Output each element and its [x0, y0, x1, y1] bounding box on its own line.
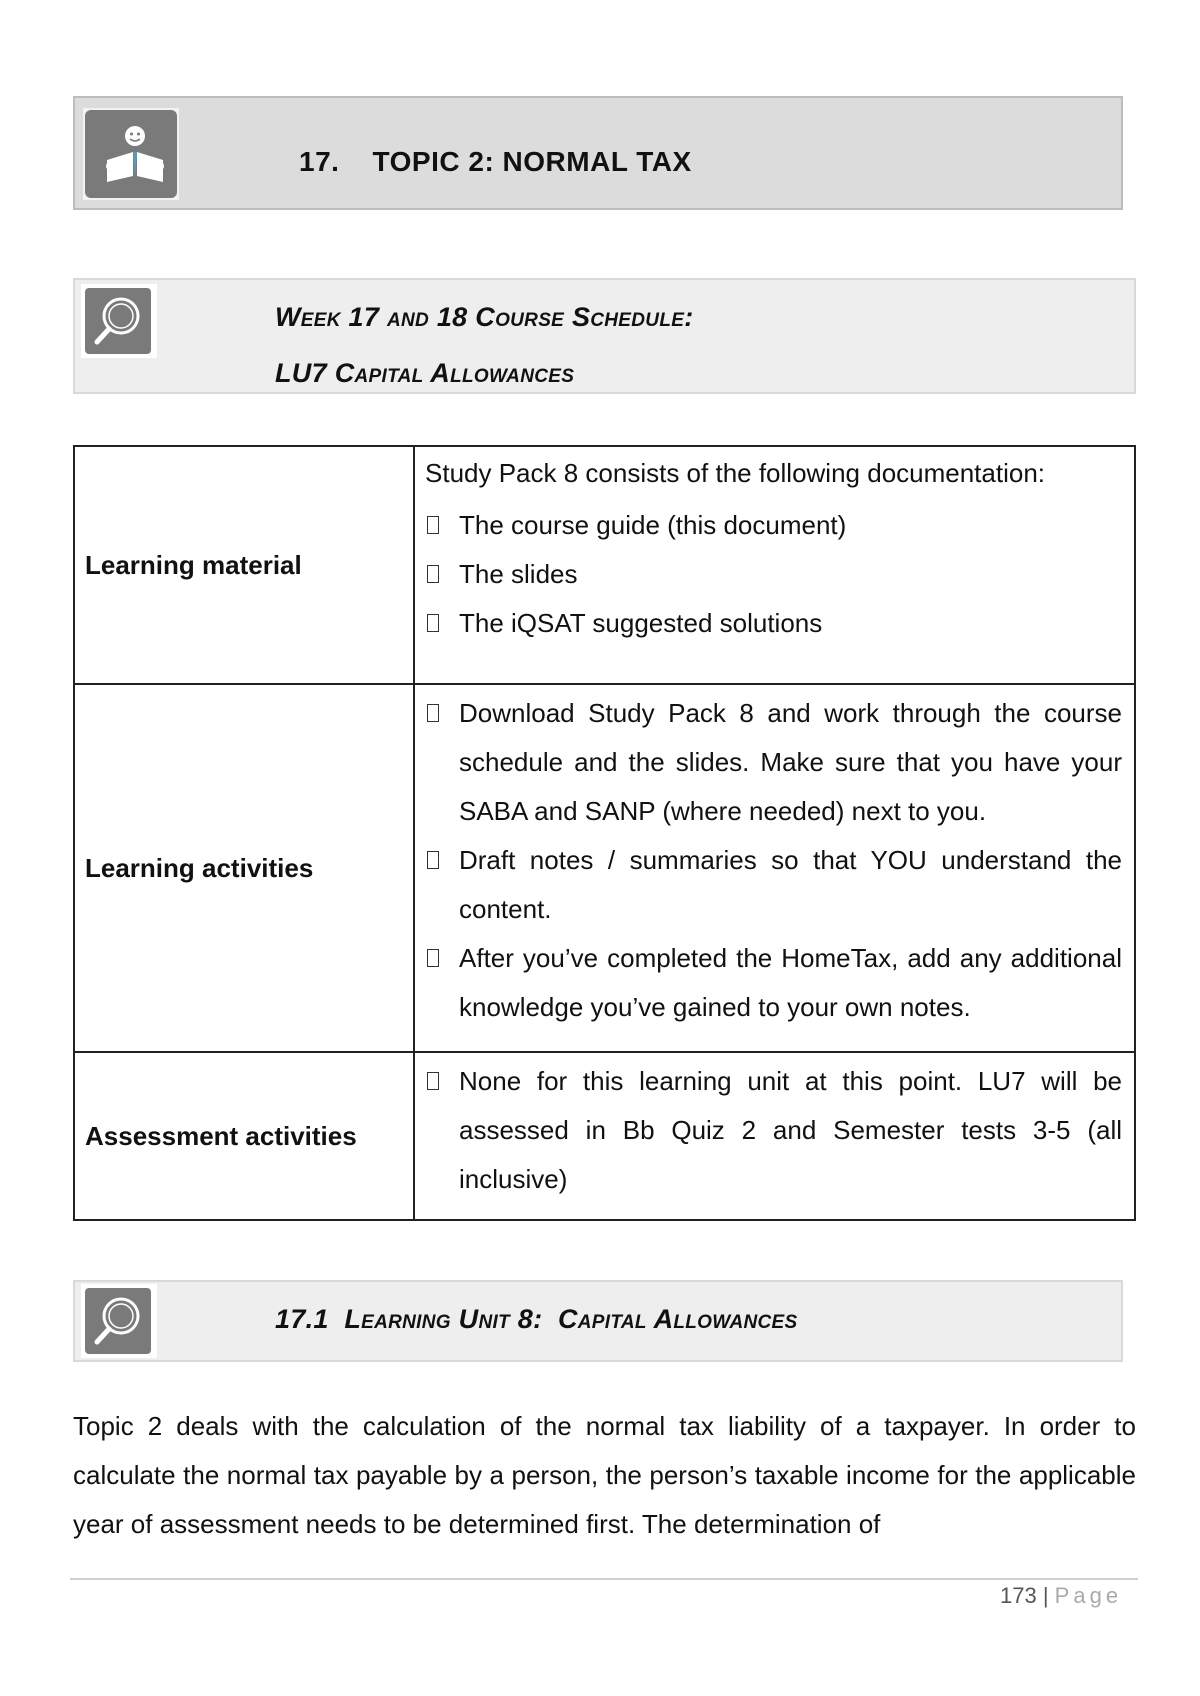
row-label: Assessment activities: [74, 1052, 414, 1220]
page-footer: [1000, 1583, 1122, 1609]
table-row: [74, 446, 1135, 684]
row-intro: Study Pack 8 consists of the following documentation:: [425, 458, 1046, 488]
bullet-icon: [427, 1072, 439, 1090]
row-label: Learning activities: [74, 684, 414, 1052]
page-word: Page: [1054, 1583, 1123, 1608]
footer-divider: [70, 1578, 1138, 1580]
bullet-icon: [427, 704, 439, 722]
body-paragraph: Topic 2 deals with the calculation of the normal tax liability of a taxpayer. In order to calculate the normal tax payable by a person, the person’s taxable income for the applicable year of assessment needs to be determined first. The determination of: [73, 1411, 1136, 1539]
magnifier-icon: [85, 1288, 151, 1354]
schedule-banner: [73, 278, 1136, 394]
list-item: The iQSAT suggested solutions: [425, 599, 1122, 648]
topic-icon-frame: [83, 108, 179, 200]
list-item: After you’ve completed the HomeTax, add any additional knowledge you’ve gained to your own notes.: [425, 934, 1122, 1032]
row-content: [414, 1052, 1135, 1220]
list-item: None for this learning unit at this point. LU7 will be assessed in Bb Quiz 2 and Semester tests 3-5 (all inclusive): [425, 1057, 1122, 1204]
magnifier-icon: [85, 288, 151, 354]
list-item: The course guide (this document): [425, 501, 1122, 550]
row-content: [414, 684, 1135, 1052]
schedule-subtitle: LU7 Capital Allowances: [275, 358, 575, 388]
schedule-title: Week 17 and 18 Course Schedule:: [275, 302, 694, 332]
list-item: The slides: [425, 550, 1122, 599]
unit-banner: [73, 1280, 1123, 1362]
row-content: [414, 446, 1135, 684]
bullet-icon: [427, 565, 439, 583]
bullet-icon: [427, 851, 439, 869]
page-number: 173: [1000, 1583, 1037, 1608]
footer-separator: |: [1036, 1583, 1055, 1608]
list-item: Download Study Pack 8 and work through the course schedule and the slides. Make sure that you have your SABA and SANP (where needed) next to you.: [425, 689, 1122, 836]
list-item: Draft notes / summaries so that YOU understand the content.: [425, 836, 1122, 934]
topic-title: 17. TOPIC 2: NORMAL TAX: [299, 146, 692, 177]
row-label: Learning material: [74, 446, 414, 684]
bullet-icon: [427, 949, 439, 967]
schedule-table: [73, 445, 1136, 1221]
topic-banner: [73, 96, 1123, 210]
bullet-icon: [427, 516, 439, 534]
reading-person-icon: [85, 110, 177, 198]
unit-title: 17.1 Learning Unit 8: Capital Allowances: [275, 1304, 798, 1334]
bullet-icon: [427, 614, 439, 632]
table-row: [74, 684, 1135, 1052]
schedule-icon-frame: [81, 284, 157, 358]
table-row: [74, 1052, 1135, 1220]
unit-icon-frame: [81, 1284, 157, 1358]
